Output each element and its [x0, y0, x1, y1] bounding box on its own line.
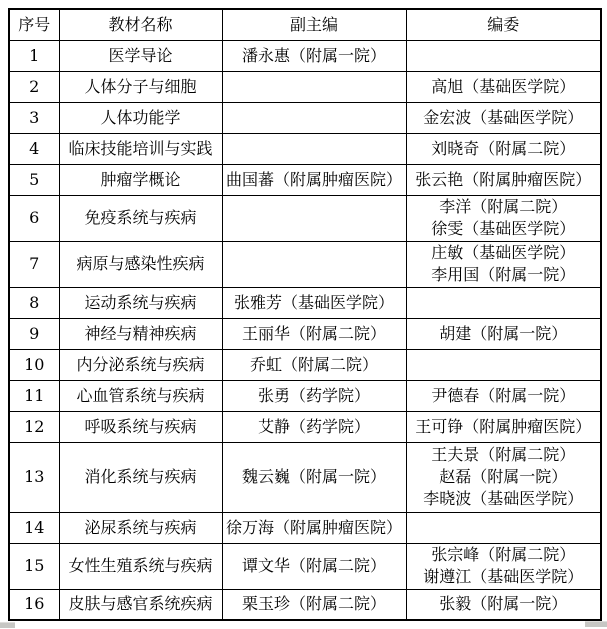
cell-deputy-editor: 潘永惠（附属一院）: [222, 40, 406, 71]
table-row: [9, 102, 601, 133]
cell-deputy-editor: 艾静（药学院）: [222, 411, 406, 442]
cell-deputy-editor: 王丽华（附属二院）: [222, 318, 406, 349]
cell-deputy-editor: 张勇（药学院）: [222, 380, 406, 411]
cell-committee: [406, 102, 601, 133]
cell-committee: [406, 241, 601, 287]
cell-book-name: 医学导论: [59, 40, 222, 71]
cell-committee: [406, 40, 601, 71]
table-row: [9, 71, 601, 102]
cell-book-name: 皮肤与感官系统疾病: [59, 589, 222, 620]
cell-serial: 15: [9, 543, 59, 589]
committee-line: 李洋（附属二院）: [439, 197, 568, 216]
cell-serial: 14: [9, 512, 59, 543]
committee-line: 张云艳（附属肿瘤医院）: [415, 169, 592, 189]
cell-book-name: 人体功能学: [59, 102, 222, 133]
table-row: [9, 543, 601, 589]
textbook-editors-table: [8, 8, 602, 621]
cell-deputy-editor: [222, 102, 406, 133]
table-row: [9, 380, 601, 411]
cell-serial: 9: [9, 318, 59, 349]
cell-deputy-editor: [222, 195, 406, 241]
cell-book-name: 免疫系统与疾病: [59, 195, 222, 241]
table-row: [9, 512, 601, 543]
header-serial: 序号: [9, 9, 59, 40]
cell-committee: [406, 543, 601, 589]
table-row: [9, 589, 601, 620]
cell-serial: 16: [9, 589, 59, 620]
committee-line: 金宏波（基础医学院）: [423, 107, 584, 127]
committee-line: 李用国（附属一院）: [431, 265, 576, 284]
committee-line: 尹德春（附属一院）: [431, 385, 576, 405]
committee-line: 徐雯（基础医学院）: [431, 219, 576, 238]
table-row: [9, 287, 601, 318]
cell-book-name: 泌尿系统与疾病: [59, 512, 222, 543]
cell-committee: [406, 195, 601, 241]
cell-committee: [406, 318, 601, 349]
committee-line: 王夫景（附属二院）: [431, 445, 576, 464]
cell-serial: 11: [9, 380, 59, 411]
cell-committee: [406, 380, 601, 411]
cell-deputy-editor: [222, 133, 406, 164]
cell-committee: [406, 164, 601, 195]
cell-serial: 10: [9, 349, 59, 380]
committee-line: 庄敏（基础医学院）: [431, 243, 576, 262]
scrollbar-fragment-right[interactable]: [585, 621, 607, 627]
cell-serial: 3: [9, 102, 59, 133]
committee-line: 王可铮（附属肿瘤医院）: [415, 416, 592, 436]
cell-committee: [406, 589, 601, 620]
committee-line: 张毅（附属一院）: [439, 594, 568, 614]
committee-line: 胡建（附属一院）: [439, 323, 568, 343]
table-row: [9, 442, 601, 512]
committee-line: 张宗峰（附属二院）: [431, 545, 576, 564]
cell-committee: [406, 349, 601, 380]
cell-serial: 2: [9, 71, 59, 102]
committee-line: 刘晓奇（附属二院）: [431, 138, 576, 158]
table-row: [9, 164, 601, 195]
cell-book-name: 神经与精神疾病: [59, 318, 222, 349]
cell-book-name: 运动系统与疾病: [59, 287, 222, 318]
scrollbar-fragment-left[interactable]: [0, 622, 15, 628]
cell-deputy-editor: 栗玉珍（附属二院）: [222, 589, 406, 620]
cell-deputy-editor: 谭文华（附属二院）: [222, 543, 406, 589]
cell-committee: [406, 512, 601, 543]
table-header-row: [9, 9, 601, 40]
cell-deputy-editor: 徐万海（附属肿瘤医院）: [222, 512, 406, 543]
header-committee: 编委: [406, 9, 601, 40]
cell-deputy-editor: 曲国蕃（附属肿瘤医院）: [222, 164, 406, 195]
cell-serial: 8: [9, 287, 59, 318]
cell-deputy-editor: 乔虹（附属二院）: [222, 349, 406, 380]
table-row: [9, 195, 601, 241]
cell-deputy-editor: 魏云巍（附属一院）: [222, 442, 406, 512]
header-book-name: 教材名称: [59, 9, 222, 40]
cell-deputy-editor: 张雅芳（基础医学院）: [222, 287, 406, 318]
cell-deputy-editor: [222, 71, 406, 102]
cell-committee: [406, 442, 601, 512]
committee-line: 高旭（基础医学院）: [431, 76, 576, 96]
cell-book-name: 内分泌系统与疾病: [59, 349, 222, 380]
cell-serial: 5: [9, 164, 59, 195]
cell-book-name: 临床技能培训与实践: [59, 133, 222, 164]
cell-serial: 12: [9, 411, 59, 442]
table-row: [9, 318, 601, 349]
table-row: [9, 40, 601, 71]
cell-deputy-editor: [222, 241, 406, 287]
table-row: [9, 349, 601, 380]
cell-serial: 4: [9, 133, 59, 164]
table-row: [9, 411, 601, 442]
table-row: [9, 133, 601, 164]
committee-line: 谢遵江（基础医学院）: [423, 567, 584, 586]
cell-committee: [406, 133, 601, 164]
cell-serial: 13: [9, 442, 59, 512]
header-deputy-editor: 副主编: [222, 9, 406, 40]
committee-line: 赵磊（附属一院）: [439, 467, 568, 486]
cell-serial: 6: [9, 195, 59, 241]
cell-book-name: 人体分子与细胞: [59, 71, 222, 102]
cell-book-name: 消化系统与疾病: [59, 442, 222, 512]
cell-committee: [406, 71, 601, 102]
cell-serial: 1: [9, 40, 59, 71]
cell-book-name: 心血管系统与疾病: [59, 380, 222, 411]
cell-serial: 7: [9, 241, 59, 287]
cell-book-name: 呼吸系统与疾病: [59, 411, 222, 442]
cell-committee: [406, 287, 601, 318]
cell-book-name: 女性生殖系统与疾病: [59, 543, 222, 589]
cell-book-name: 肿瘤学概论: [59, 164, 222, 195]
table-row: [9, 241, 601, 287]
cell-book-name: 病原与感染性疾病: [59, 241, 222, 287]
cell-committee: [406, 411, 601, 442]
committee-line: 李晓波（基础医学院）: [423, 489, 584, 508]
